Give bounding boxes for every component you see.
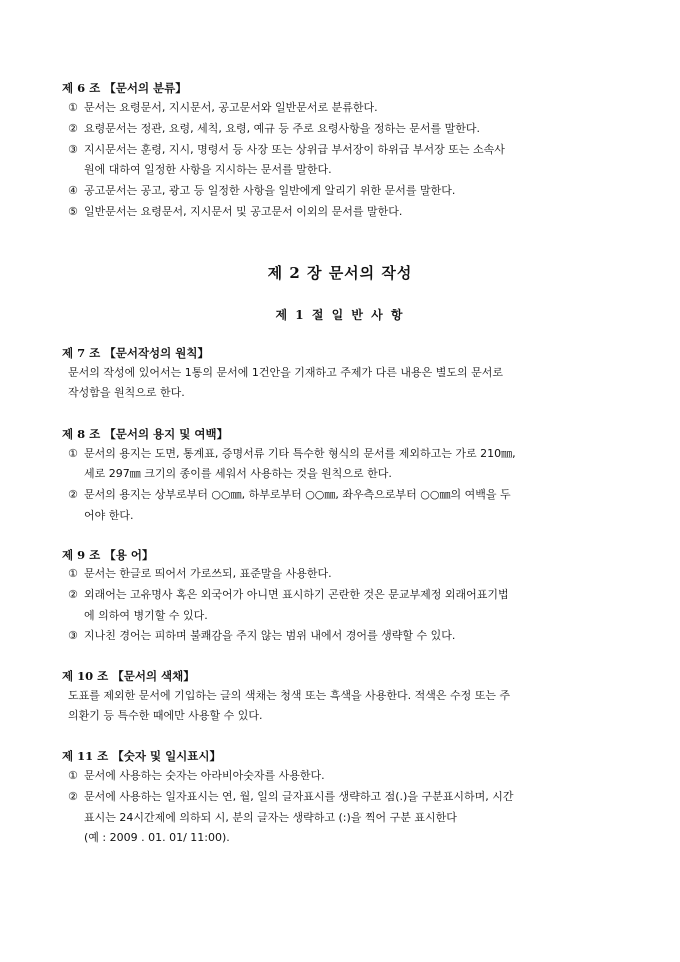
item-text: 지나친 경어는 피하며 불쾌감을 주지 않는 범위 내에서 경어를 생략할 수 있다. xyxy=(84,629,456,642)
article-10-text-line-2: 의환기 등 특수한 때에만 사용할 수 있다. xyxy=(68,709,263,722)
item-text: 문서에 사용하는 일자표시는 연, 월, 일의 글자표시를 생략하고 점(.)을 구분표시하며, 시간 xyxy=(84,790,514,803)
article-11-item-2 xyxy=(68,790,513,804)
article-9-item-3 xyxy=(68,629,455,643)
item-text: 외래어는 고유명사 혹은 외국어가 아니면 표시하기 곤란한 것은 문교부제정 외래어표기법 xyxy=(84,588,509,601)
article-9-heading: 제 9 조 【용 어】 xyxy=(62,548,154,562)
item-text: 요령문서는 정관, 요령, 세칙, 요령, 예규 등 주로 요령사항을 정하는 문서를 말한다. xyxy=(84,122,480,135)
item-number: ⑤ xyxy=(68,205,78,218)
item-text: 문서에 사용하는 숫자는 아라비아숫자를 사용한다. xyxy=(84,769,325,782)
article-7-text-line-1: 문서의 작성에 있어서는 1통의 문서에 1건안을 기재하고 주제가 다른 내용은 별도의 문서로 xyxy=(68,366,503,379)
article-11-item-1 xyxy=(68,769,325,783)
article-10-text-line-1: 도표를 제외한 문서에 기입하는 글의 색채는 청색 또는 흑색을 사용한다. 적색은 수정 또는 주 xyxy=(68,689,511,702)
item-text: 문서는 한글로 띄어서 가로쓰되, 표준말을 사용한다. xyxy=(84,567,332,580)
article-9-item-2 xyxy=(68,588,509,602)
section-title: 제 1 절 일 반 사 항 xyxy=(275,308,405,322)
item-text: 지시문서는 훈령, 지시, 명령서 등 사장 또는 상위급 부서장이 하위급 부서장 또는 소속사 xyxy=(84,143,505,156)
item-number: ④ xyxy=(68,184,78,197)
article-11-item-2-continued: 표시는 24시간제에 의하되 시, 분의 글자는 생략하고 (:)을 찍어 구분 표시한다 xyxy=(84,811,457,824)
item-text: 일반문서는 요령문서, 지시문서 및 공고문서 이외의 문서를 말한다. xyxy=(84,205,403,218)
article-6-item-2 xyxy=(68,122,480,136)
article-8-item-1 xyxy=(68,447,516,461)
item-number: ③ xyxy=(68,629,78,642)
item-text: 공고문서는 공고, 광고 등 일정한 사항을 일반에게 알리기 위한 문서를 말한다. xyxy=(84,184,456,197)
article-6-item-3 xyxy=(68,143,505,157)
item-text: 문서의 용지는 상부로부터 ○○㎜, 하부로부터 ○○㎜, 좌우측으로부터 ○○㎜의 여백을 두 xyxy=(84,488,511,501)
article-8-item-2-continued: 어야 한다. xyxy=(84,509,134,522)
article-11-item-2-example: (예 : 2009 . 01. 01/ 11:00). xyxy=(84,831,230,844)
article-9-item-2-continued: 에 의하여 병기할 수 있다. xyxy=(84,609,208,622)
article-6-item-5 xyxy=(68,205,402,219)
article-7-text-line-2: 작성함을 원칙으로 한다. xyxy=(68,386,185,399)
article-6-item-3-continued: 원에 대하여 일정한 사항을 지시하는 문서를 말한다. xyxy=(84,163,332,176)
item-number: ① xyxy=(68,101,78,114)
article-10-heading: 제 10 조 【문서의 색채】 xyxy=(62,669,195,683)
article-7-heading: 제 7 조 【문서작성의 원칙】 xyxy=(62,346,209,360)
item-number: ③ xyxy=(68,143,78,156)
article-6-item-4 xyxy=(68,184,455,198)
article-8-item-2 xyxy=(68,488,511,502)
item-number: ① xyxy=(68,769,78,782)
item-number: ① xyxy=(68,567,78,580)
article-6-heading: 제 6 조 【문서의 분류】 xyxy=(62,81,187,95)
item-number: ② xyxy=(68,488,78,501)
item-text: 문서의 용지는 도면, 통계표, 증명서류 기타 특수한 형식의 문서를 제외하고는 가로 210㎜, xyxy=(84,447,516,460)
item-number: ① xyxy=(68,447,78,460)
item-text: 문서는 요령문서, 지시문서, 공고문서와 일반문서로 분류한다. xyxy=(84,101,378,114)
article-11-heading: 제 11 조 【숫자 및 일시표시】 xyxy=(62,749,222,763)
item-number: ② xyxy=(68,122,78,135)
item-number: ② xyxy=(68,790,78,803)
chapter-title: 제 2 장 문서의 작성 xyxy=(267,264,413,282)
article-6-item-1 xyxy=(68,101,378,115)
article-8-heading: 제 8 조 【문서의 용지 및 여백】 xyxy=(62,427,229,441)
article-9-item-1 xyxy=(68,567,332,581)
item-number: ② xyxy=(68,588,78,601)
article-8-item-1-continued: 세로 297㎜ 크기의 종이를 세워서 사용하는 것을 원칙으로 한다. xyxy=(84,467,392,480)
